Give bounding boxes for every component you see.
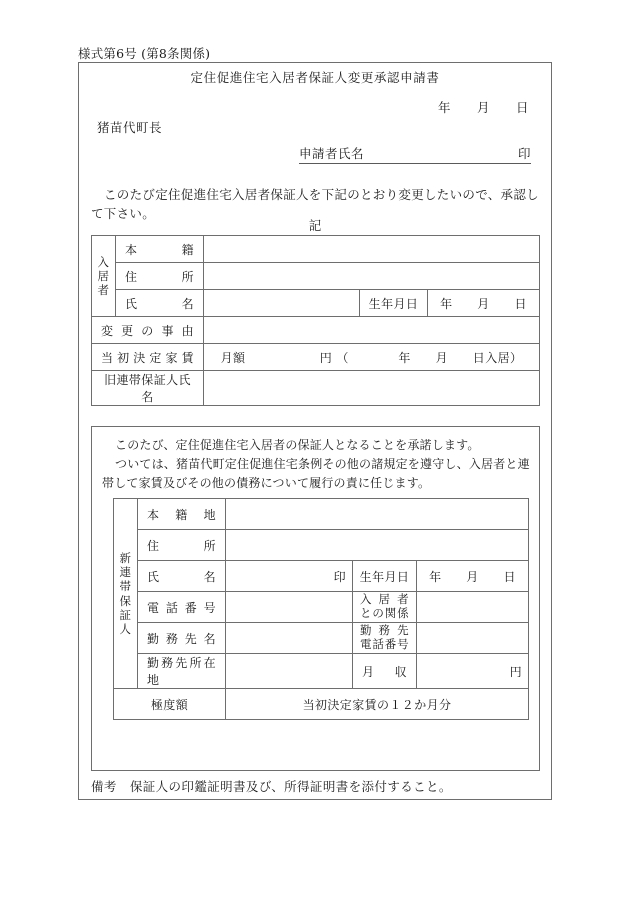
- label-honseki: 本籍: [116, 236, 204, 263]
- vlabel-char: 証: [119, 607, 132, 622]
- table-row: [114, 689, 529, 720]
- field-birthdate[interactable]: 年 月 日: [427, 290, 539, 317]
- date-day: 日: [515, 100, 529, 115]
- form-title: 定住促進住宅入居者保証人変更承認申請書: [190, 70, 440, 85]
- date-month: 月: [476, 100, 490, 115]
- label-line-2: 電話番号: [359, 637, 409, 651]
- date-year: 年: [437, 100, 451, 115]
- form-frame: [78, 62, 552, 800]
- label-line-1: 入居者: [359, 592, 409, 607]
- table-row: [92, 263, 540, 290]
- field-jusho[interactable]: [204, 263, 540, 290]
- field-ng-shimei-seal[interactable]: 印: [226, 561, 353, 592]
- vlabel-char: 居: [97, 268, 110, 283]
- field-initial-rent[interactable]: 月額 円 （ 年 月 日入居）: [204, 344, 540, 371]
- seal-mark: 印: [517, 146, 531, 161]
- field-ng-phone[interactable]: [226, 592, 353, 623]
- label-ng-phone: 電話番号: [138, 592, 226, 623]
- field-ng-employer-phone[interactable]: [416, 623, 528, 654]
- form-number: 様式第6号 (第8条関係): [78, 46, 211, 61]
- field-ng-birthdate[interactable]: 年 月 日: [416, 561, 528, 592]
- vlabel-char: 新: [119, 551, 132, 566]
- field-ng-employer[interactable]: [226, 623, 353, 654]
- vlabel-char: 保: [119, 593, 132, 608]
- label-ng-birthdate: 生年月日: [352, 561, 416, 592]
- label-ng-employer-phone: [352, 623, 416, 654]
- label-ng-relationship: [352, 592, 416, 623]
- pledge-text: [102, 436, 530, 494]
- resident-vertical-label: [92, 236, 116, 317]
- label-ng-employer: 勤務先名: [138, 623, 226, 654]
- label-birthdate: 生年月日: [359, 290, 427, 317]
- label-ng-shimei: 氏名: [138, 561, 226, 592]
- field-old-guarantor-name[interactable]: [204, 371, 540, 406]
- label-ng-max-amount: 極度額: [114, 689, 226, 720]
- vlabel-char: 人: [119, 621, 132, 636]
- label-jusho: 住所: [116, 263, 204, 290]
- table-row: [114, 499, 529, 530]
- old-guarantor-table: [91, 370, 540, 406]
- field-honseki[interactable]: [204, 236, 540, 263]
- remarks: [91, 777, 452, 795]
- remarks-text: 保証人の印鑑証明書及び、所得証明書を添付すること。: [129, 779, 452, 794]
- vlabel-char: 連: [119, 565, 132, 580]
- table-row: [92, 344, 540, 371]
- table-row: [114, 592, 529, 623]
- label-change-reason: 変更の事由: [92, 317, 204, 344]
- vlabel-char: 者: [97, 283, 110, 297]
- table-row: [114, 561, 529, 592]
- pledge-line-1: このたび、定住促進住宅入居者の保証人となることを承諾します。: [115, 438, 480, 452]
- remarks-label: 備考: [91, 779, 117, 794]
- new-guarantor-table: [113, 498, 529, 720]
- table-row: [114, 623, 529, 654]
- label-ng-income: 月収: [352, 654, 416, 689]
- label-ng-honsekichi: 本籍地: [138, 499, 226, 530]
- label-old-guarantor-name: 旧連帯保証人氏名: [92, 371, 204, 406]
- field-ng-employer-address[interactable]: [226, 654, 353, 689]
- label-initial-rent: 当初決定家賃: [92, 344, 204, 371]
- date-line: [438, 98, 529, 116]
- table-row: [92, 317, 540, 344]
- request-body-text: このたび定住促進住宅入居者保証人を下記のとおり変更したいので、承認して下さい。: [91, 187, 539, 222]
- field-ng-max-amount: 当初決定家賃の１２か月分: [226, 689, 529, 720]
- ki-heading: 記: [308, 218, 322, 233]
- label-shimei: 氏名: [116, 290, 204, 317]
- applicant-name-label: 申請者氏名: [299, 146, 365, 161]
- field-ng-jusho[interactable]: [226, 530, 529, 561]
- resident-table: [91, 235, 540, 371]
- field-ng-honsekichi[interactable]: [226, 499, 529, 530]
- label-line-1: 勤務先: [359, 623, 409, 638]
- table-row: [114, 654, 529, 689]
- pledge-line-2: ついては、猪苗代町定住促進住宅条例その他の諸規定を遵守し、入居者と連帯して家賃及びその他の債務について履行の責に任じます。: [102, 457, 530, 491]
- pledge-box: [91, 426, 540, 771]
- label-line-2: との関係: [359, 606, 409, 620]
- vlabel-char: 入: [97, 254, 110, 269]
- table-row: [114, 530, 529, 561]
- field-ng-income[interactable]: 円: [416, 654, 528, 689]
- table-row: [92, 371, 540, 406]
- field-shimei[interactable]: [204, 290, 360, 317]
- addressee: 猪苗代町長: [97, 120, 163, 135]
- applicant-name-line[interactable]: [299, 144, 531, 164]
- label-ng-employer-address: 勤務先所在地: [138, 654, 226, 689]
- table-row: [92, 290, 540, 317]
- field-change-reason[interactable]: [204, 317, 540, 344]
- label-ng-jusho: 住所: [138, 530, 226, 561]
- new-guarantor-vertical-label: [114, 499, 138, 689]
- vlabel-char: 帯: [119, 579, 132, 594]
- table-row: [92, 236, 540, 263]
- field-ng-relationship[interactable]: [416, 592, 528, 623]
